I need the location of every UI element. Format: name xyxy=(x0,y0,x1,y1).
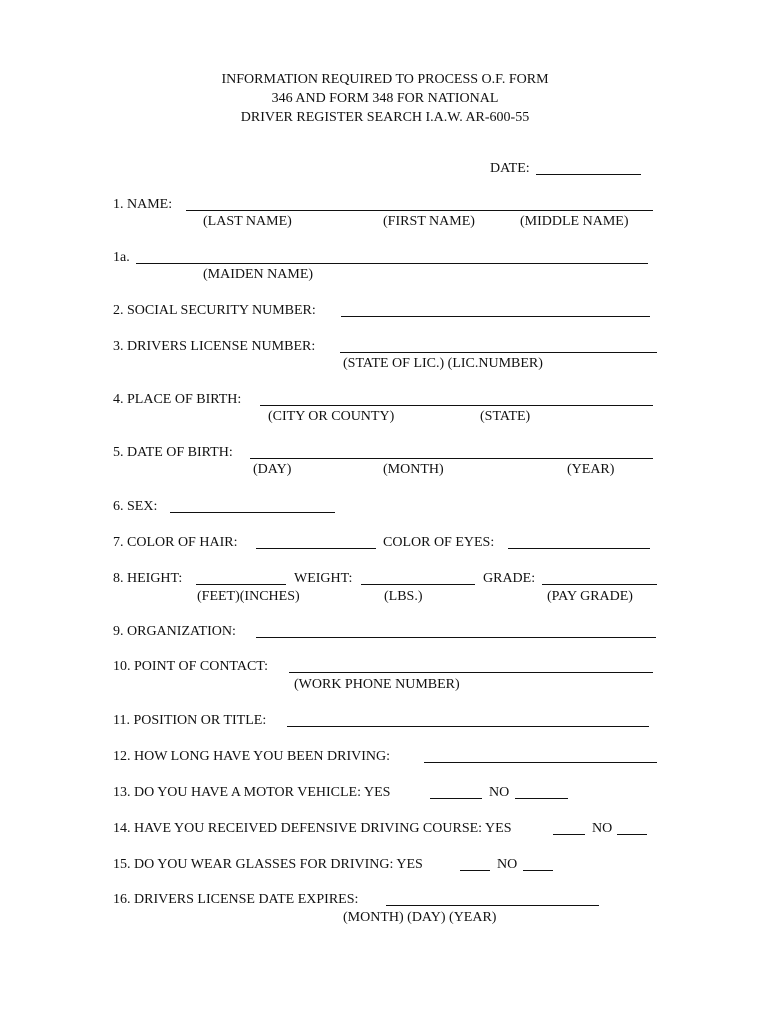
defensive-driving-no-field[interactable] xyxy=(617,834,647,835)
eye-color-label: COLOR OF EYES: xyxy=(383,535,495,550)
drivers-license-caption: (STATE OF LIC.) (LIC.NUMBER) xyxy=(343,356,543,371)
place-of-birth-field[interactable] xyxy=(260,405,653,406)
license-expiry-caption: (MONTH) (DAY) (YEAR) xyxy=(343,910,497,925)
date-field[interactable] xyxy=(536,174,641,175)
date-of-birth-label: 5. DATE OF BIRTH: xyxy=(113,445,233,460)
day-caption: (DAY) xyxy=(253,462,292,477)
maiden-name-caption: (MAIDEN NAME) xyxy=(203,267,314,282)
name-field[interactable] xyxy=(186,210,653,211)
defensive-driving-yes-field[interactable] xyxy=(553,834,585,835)
maiden-name-field[interactable] xyxy=(136,263,648,264)
form-title xyxy=(0,70,770,127)
glasses-no-label: NO xyxy=(497,857,518,872)
glasses-label: 15. DO YOU WEAR GLASSES FOR DRIVING: YES xyxy=(113,857,423,872)
drivers-license-label: 3. DRIVERS LICENSE NUMBER: xyxy=(113,339,316,354)
first-name-caption: (FIRST NAME) xyxy=(383,214,475,229)
drivers-license-field[interactable] xyxy=(340,352,657,353)
title-line-2: 346 AND FORM 348 FOR NATIONAL xyxy=(271,91,499,106)
defensive-driving-label: 14. HAVE YOU RECEIVED DEFENSIVE DRIVING COURSE: YES xyxy=(113,821,512,836)
motor-vehicle-yes-field[interactable] xyxy=(430,798,482,799)
position-title-label: 11. POSITION OR TITLE: xyxy=(113,713,267,728)
weight-field[interactable] xyxy=(361,584,475,585)
eye-color-field[interactable] xyxy=(508,548,650,549)
weight-caption: (LBS.) xyxy=(384,589,423,604)
sex-label: 6. SEX: xyxy=(113,499,158,514)
glasses-yes-field[interactable] xyxy=(460,870,490,871)
work-phone-caption: (WORK PHONE NUMBER) xyxy=(294,677,460,692)
ssn-field[interactable] xyxy=(341,316,650,317)
height-caption: (FEET)(INCHES) xyxy=(197,589,300,604)
year-caption: (YEAR) xyxy=(567,462,615,477)
defensive-driving-no-label: NO xyxy=(592,821,613,836)
hair-color-label: 7. COLOR OF HAIR: xyxy=(113,535,238,550)
date-of-birth-field[interactable] xyxy=(250,458,653,459)
license-expiry-field[interactable] xyxy=(386,905,599,906)
place-of-birth-label: 4. PLACE OF BIRTH: xyxy=(113,392,242,407)
height-field[interactable] xyxy=(196,584,286,585)
point-of-contact-field[interactable] xyxy=(289,672,653,673)
driving-duration-field[interactable] xyxy=(424,762,657,763)
title-line-3: DRIVER REGISTER SEARCH I.A.W. AR-600-55 xyxy=(240,110,530,125)
name-label: 1. NAME: xyxy=(113,197,173,212)
height-label: 8. HEIGHT: xyxy=(113,571,183,586)
glasses-no-field[interactable] xyxy=(523,870,553,871)
position-title-field[interactable] xyxy=(287,726,649,727)
motor-vehicle-label: 13. DO YOU HAVE A MOTOR VEHICLE: YES xyxy=(113,785,391,800)
pay-grade-caption: (PAY GRADE) xyxy=(547,589,633,604)
motor-vehicle-no-field[interactable] xyxy=(515,798,568,799)
title-line-1: INFORMATION REQUIRED TO PROCESS O.F. FORM xyxy=(221,72,549,87)
license-expiry-label: 16. DRIVERS LICENSE DATE EXPIRES: xyxy=(113,892,359,907)
city-county-caption: (CITY OR COUNTY) xyxy=(268,409,395,424)
organization-label: 9. ORGANIZATION: xyxy=(113,624,236,639)
state-caption: (STATE) xyxy=(480,409,531,424)
grade-field[interactable] xyxy=(542,584,657,585)
maiden-name-label: 1a. xyxy=(113,250,130,265)
date-label: DATE: xyxy=(490,161,530,176)
motor-vehicle-no-label: NO xyxy=(489,785,510,800)
point-of-contact-label: 10. POINT OF CONTACT: xyxy=(113,659,269,674)
middle-name-caption: (MIDDLE NAME) xyxy=(520,214,629,229)
hair-color-field[interactable] xyxy=(256,548,376,549)
grade-label: GRADE: xyxy=(483,571,536,586)
sex-field[interactable] xyxy=(170,512,335,513)
ssn-label: 2. SOCIAL SECURITY NUMBER: xyxy=(113,303,316,318)
organization-field[interactable] xyxy=(256,637,656,638)
driving-duration-label: 12. HOW LONG HAVE YOU BEEN DRIVING: xyxy=(113,749,390,764)
weight-label: WEIGHT: xyxy=(294,571,353,586)
month-caption: (MONTH) xyxy=(383,462,444,477)
last-name-caption: (LAST NAME) xyxy=(203,214,292,229)
